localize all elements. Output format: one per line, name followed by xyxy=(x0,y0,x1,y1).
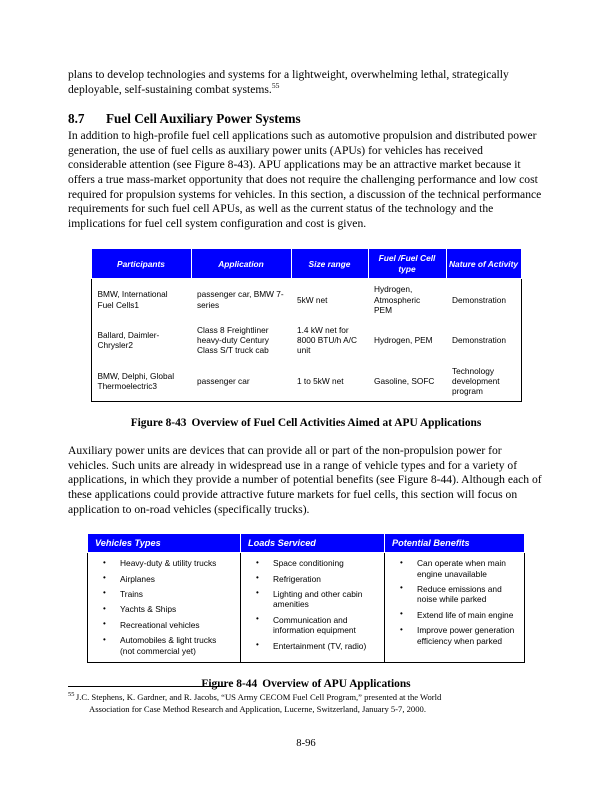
figure-8-44-table-container xyxy=(68,533,544,663)
cell-size-range: 1.4 kW net for 8000 BTU/h A/C unit xyxy=(291,320,368,361)
section-paragraph: In addition to high-profile fuel cell applications such as automotive propulsion and distributed power generation, the use of fuel cells as auxiliary power units (APUs) for vehicles has received considerable attention (see Figure 8-43). APU applications may be an attractive market because it offers a true mass-market opportunity that does not require the challenging performance and low cost required for propulsion systems for vehicles. In this section, a discussion of the technical performance requirements for such fuel cell APUs, as well as the current status of the technology and the implications for fuel cell system configuration and cost is given. xyxy=(68,129,542,230)
list-item: • Can operate when main engine unavailable xyxy=(391,558,519,579)
list-item: • Extend life of main engine xyxy=(391,610,519,620)
cell-nature-of-activity: Technology development program xyxy=(446,361,521,402)
cell-fuel-cell-type: Hydrogen, PEM xyxy=(368,320,446,361)
apu-applications-table xyxy=(87,533,525,663)
list-item: • Entertainment (TV, radio) xyxy=(247,641,379,651)
list-item: • Automobiles & light trucks (not commercial yet) xyxy=(94,635,235,656)
column-header-vehicles-types: Vehicles Types xyxy=(88,534,241,553)
apu-table-body xyxy=(88,553,525,663)
cell-application: Class 8 Freightliner heavy-duty Century Class S/T truck cab xyxy=(191,320,291,361)
list-item: • Improve power generation efficiency when parked xyxy=(391,625,519,646)
cell-nature-of-activity: Demonstration xyxy=(446,320,521,361)
page-body-column xyxy=(68,68,544,691)
cell-participants: BMW, Delphi, Global Thermoelectric3 xyxy=(91,361,191,402)
cell-application: passenger car xyxy=(191,361,291,402)
column-header-size-range: Size range xyxy=(291,249,368,279)
list-item: • Reduce emissions and noise while parked xyxy=(391,584,519,605)
table-row xyxy=(91,361,521,402)
page-number: 8-96 xyxy=(296,738,316,749)
cell-application: passenger car, BMW 7-series xyxy=(191,279,291,320)
cell-participants: Ballard, Daimler-Chrysler2 xyxy=(91,320,191,361)
footnote-area xyxy=(68,686,544,715)
loads-serviced-list xyxy=(243,558,379,651)
apu-table-header-row xyxy=(88,534,525,553)
footnote-55 xyxy=(68,692,544,715)
vehicles-types-list xyxy=(90,558,235,656)
section-title: Fuel Cell Auxiliary Power Systems xyxy=(106,111,301,127)
section-heading xyxy=(68,111,544,127)
table-row xyxy=(88,553,525,663)
figure-8-43-caption-number: Figure 8-43 xyxy=(130,417,187,430)
cell-vehicles-types xyxy=(88,553,241,663)
apu-table-header xyxy=(88,534,525,553)
potential-benefits-list xyxy=(387,558,519,646)
table-row xyxy=(91,320,521,361)
column-header-application: Application xyxy=(191,249,291,279)
table-header xyxy=(91,249,521,279)
footnote-line-2: Association for Case Method Research and Application, Lucerne, Switzerland, January 5-7, 2000. xyxy=(89,703,426,714)
intro-paragraph-text: plans to develop technologies and systems for a lightweight, overwhelming lethal, strategically deployable, self-sustaining combat systems. xyxy=(68,68,509,96)
list-item: • Refrigeration xyxy=(247,574,379,584)
fuel-cell-activities-table xyxy=(91,248,522,402)
list-item: • Heavy-duty & utility trucks xyxy=(94,558,235,568)
list-item: • Trains xyxy=(94,589,235,599)
list-item: • Recreational vehicles xyxy=(94,620,235,630)
column-header-loads-serviced: Loads Serviced xyxy=(241,534,385,553)
footnote-number: 55 xyxy=(68,691,75,699)
cell-potential-benefits xyxy=(385,553,525,663)
cell-size-range: 5kW net xyxy=(291,279,368,320)
figure-8-43-caption-title: Overview of Fuel Cell Activities Aimed at APU Applications xyxy=(191,417,482,430)
cell-nature-of-activity: Demonstration xyxy=(446,279,521,320)
list-item: • Communication and information equipment xyxy=(247,615,379,636)
cell-loads-serviced xyxy=(241,553,385,663)
footnote-reference-marker: 55 xyxy=(271,80,280,90)
apu-paragraph: Auxiliary power units are devices that can provide all or part of the non-propulsion power for vehicles. Such units are already in widespread use in a range of vehicle types and for a variety of applications, in which they provide a number of potential benefits (see Figure 8-44). Although each of these applications could provide attractive future markets for fuel cells, this section will focus on application to on-road vehicles (specifically trucks). xyxy=(68,444,542,516)
intro-paragraph xyxy=(68,68,544,97)
footnote-line-1: J.C. Stephens, K. Gardner, and R. Jacobs, “US Army CECOM Fuel Cell Program,” presented at the World xyxy=(75,692,442,702)
cell-participants: BMW, International Fuel Cells1 xyxy=(91,279,191,320)
column-header-participants: Participants xyxy=(91,249,191,279)
cell-fuel-cell-type: Hydrogen, Atmospheric PEM xyxy=(368,279,446,320)
list-item: • Airplanes xyxy=(94,574,235,584)
footnote-separator-rule xyxy=(68,686,226,687)
list-item: • Yachts & Ships xyxy=(94,604,235,614)
table-body xyxy=(91,279,521,402)
list-item: • Lighting and other cabin amenities xyxy=(247,589,379,610)
column-header-potential-benefits: Potential Benefits xyxy=(385,534,525,553)
column-header-fuel-cell-type: Fuel /Fuel Cell type xyxy=(368,249,446,279)
table-row xyxy=(91,279,521,320)
figure-8-44-caption-title: Overview of APU Applications xyxy=(262,677,411,690)
figure-8-43-table-container xyxy=(68,248,544,402)
list-item: • Space conditioning xyxy=(247,558,379,568)
figure-8-43-caption xyxy=(68,416,544,430)
section-number: 8.7 xyxy=(68,111,85,127)
figure-8-44-caption-number: Figure 8-44 xyxy=(201,677,258,690)
cell-fuel-cell-type: Gasoline, SOFC xyxy=(368,361,446,402)
column-header-nature-of-activity: Nature of Activity xyxy=(446,249,521,279)
cell-size-range: 1 to 5kW net xyxy=(291,361,368,402)
table-header-row xyxy=(91,249,521,279)
